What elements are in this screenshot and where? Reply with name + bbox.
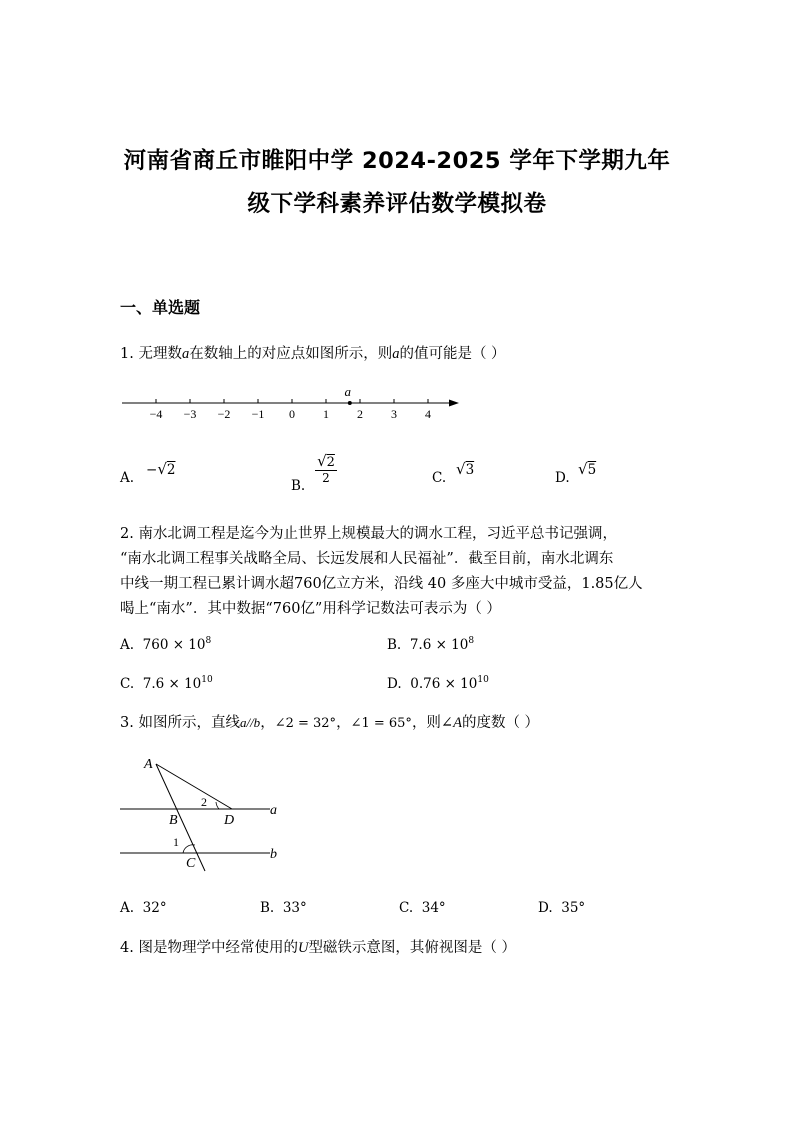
variable: a [181, 346, 190, 362]
q3-option-c[interactable] [399, 900, 446, 916]
exponent: 8 [468, 636, 475, 646]
variable: a [392, 346, 400, 362]
label-c-point: C [186, 856, 196, 871]
variable: A [453, 715, 462, 731]
label-b-point: B [169, 813, 178, 828]
option-letter: B. [291, 478, 306, 494]
option-letter: C. [120, 676, 135, 692]
question-2-line3: 中线一期工程已累计调水超760亿立方米，沿线 40 多座大中城市受益，1.85亿人 [120, 576, 643, 592]
geometry-figure [115, 752, 295, 874]
option-value: 0.76 × 10 [410, 676, 478, 692]
denominator: 2 [322, 471, 330, 485]
question-text: 在数轴上的对应点如图所示，则 [189, 346, 393, 362]
question-text: 的值可能是（ ） [399, 346, 506, 362]
question-number: 1. [120, 346, 134, 362]
angle-1-value: ∠1 = 65° [350, 716, 412, 731]
option-letter: A. [120, 900, 135, 916]
label-d-point: D [224, 813, 235, 828]
question-text: 南水北调工程是迄今为止世界上规模最大的调水工程，习近平总书记强调， [138, 526, 617, 542]
question-text: 的度数（ ） [461, 715, 540, 731]
exponent: 8 [205, 636, 212, 646]
transversal-ac [156, 764, 205, 871]
number-line-point [348, 401, 352, 405]
q3-option-b[interactable] [260, 900, 307, 916]
number-line-tick-label: −1 [251, 407, 265, 421]
page-title-line1: 河南省商丘市睢阳中学 2024-2025 学年下学期九年 [123, 148, 671, 174]
number-line-tick-label: 0 [289, 407, 295, 421]
q1-option-d-value [578, 460, 596, 478]
q3-option-d[interactable] [538, 900, 585, 916]
q1-option-b-fraction [315, 452, 337, 485]
number-line-tick-label: 3 [391, 407, 397, 421]
question-number: 2. [120, 526, 134, 542]
q1-option-d[interactable] [555, 470, 570, 486]
question-number: 4. [120, 940, 134, 956]
q2-option-a[interactable] [120, 636, 211, 653]
parallel-relation: a//b [239, 715, 261, 730]
number-line-tick-label: 4 [425, 407, 431, 421]
q1-option-b[interactable] [291, 478, 305, 494]
option-letter: D. [555, 470, 570, 486]
number-line-tick-label: −3 [183, 407, 197, 421]
question-3-stem [120, 711, 539, 732]
option-value: 32° [142, 900, 167, 916]
q1-option-c-value [456, 460, 474, 478]
q1-option-c[interactable] [432, 470, 446, 486]
question-text: 图是物理学中经常使用的 [138, 940, 298, 956]
question-text: 型磁铁示意图，其俯视图是（ ） [308, 940, 517, 956]
label-a-point: A [144, 757, 153, 772]
sqrt-icon: √ [578, 460, 588, 478]
option-value: 33° [282, 900, 307, 916]
option-letter: D. [387, 676, 402, 692]
option-letter: C. [399, 900, 414, 916]
label-line-a: a [270, 803, 277, 818]
option-value: 7.6 × 10 [142, 676, 202, 692]
number-line-figure [115, 382, 475, 424]
option-value: 34° [421, 900, 446, 916]
option-letter: A. [120, 637, 135, 653]
option-letter: D. [538, 900, 553, 916]
variable: U [297, 940, 309, 956]
label-angle-2: 2 [201, 795, 207, 809]
section-heading: 一、单选题 [120, 298, 201, 317]
exponent: 10 [201, 675, 213, 685]
q1-option-a[interactable] [120, 470, 134, 486]
label-line-b: b [270, 847, 277, 862]
number-line-tick-label: 2 [357, 407, 363, 421]
question-number: 3. [120, 715, 134, 731]
radicand: 3 [465, 462, 475, 478]
question-text: ，则∠ [411, 715, 454, 731]
q2-option-b[interactable] [387, 636, 474, 653]
sqrt-icon: √ [317, 452, 327, 470]
q2-option-d[interactable] [387, 675, 489, 692]
question-text: ， [260, 715, 275, 731]
radicand: 2 [166, 462, 176, 478]
option-value: 760 × 10 [142, 637, 206, 653]
question-text: ， [336, 715, 351, 731]
option-letter: A. [120, 470, 135, 486]
sqrt-icon: √ [456, 460, 466, 478]
number-line-point-label: a [344, 384, 352, 399]
label-angle-1: 1 [173, 835, 179, 849]
angle-2-value: ∠2 = 32° [274, 716, 337, 731]
question-2-line1 [120, 522, 617, 543]
option-value: 7.6 × 10 [409, 637, 469, 653]
angle-2-arc [216, 802, 219, 809]
question-4-stem [120, 936, 516, 957]
q3-option-a[interactable] [120, 900, 167, 916]
option-value: 35° [561, 900, 586, 916]
option-letter: B. [387, 637, 402, 653]
option-letter: C. [432, 470, 447, 486]
number-line-tick-label: −4 [149, 407, 163, 421]
question-2-line4: 喝上“南水”．其中数据“760亿”用科学记数法可表示为（ ） [120, 601, 501, 617]
question-2-line2: “南水北调工程事关战略全局、长远发展和人民福祉”．截至目前，南水北调东 [120, 551, 614, 567]
q2-option-c[interactable] [120, 675, 213, 692]
radicand: 5 [587, 462, 597, 478]
exponent: 10 [477, 675, 489, 685]
numerator-radicand: 2 [326, 455, 335, 470]
question-1-stem [120, 342, 506, 363]
number-line-tick-label: 1 [323, 407, 329, 421]
page-title-line2: 级下学科素养评估数学模拟卷 [247, 191, 547, 217]
q1-option-a-value [146, 460, 175, 478]
option-letter: B. [260, 900, 275, 916]
question-text: 无理数 [138, 346, 182, 362]
segment-ad [156, 764, 232, 809]
sqrt-icon: √ [157, 460, 167, 478]
minus-sign: − [146, 462, 158, 478]
number-line-tick-label: −2 [217, 407, 231, 421]
question-text: 如图所示，直线 [138, 715, 240, 731]
